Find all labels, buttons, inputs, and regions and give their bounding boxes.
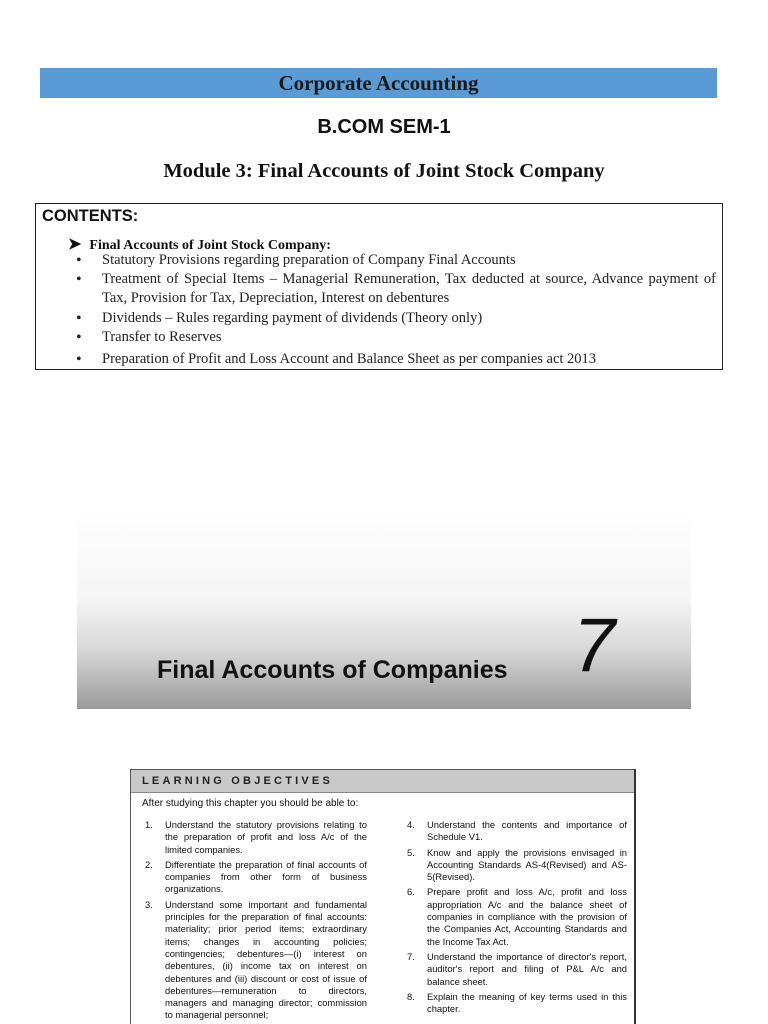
objective-text: Know and apply the provisions envisaged in Accounting Standards AS-4(Revised) and AS-5(Revised).	[427, 846, 627, 883]
objective-item	[407, 886, 627, 947]
objectives-left-column	[145, 819, 367, 1024]
module-heading: Module 3: Final Accounts of Joint Stock Company	[163, 160, 605, 182]
objective-item	[407, 951, 627, 988]
bullet-icon: •	[76, 329, 82, 346]
objective-number: 6.	[407, 886, 415, 898]
semester-heading: B.COM SEM-1	[317, 116, 451, 138]
objective-text: Understand the importance of director's report, auditor's report and filing of P&L A/c and balance sheet.	[427, 950, 627, 987]
contents-item-text: Preparation of Profit and Loss Account and Balance Sheet as per companies act 2013	[102, 351, 597, 367]
contents-item-text: Dividends – Rules regarding payment of dividends (Theory only)	[102, 310, 483, 326]
objective-number: 7.	[407, 950, 415, 962]
learning-objectives-box	[130, 769, 636, 1024]
objective-item	[407, 847, 627, 884]
contents-list-item	[76, 350, 716, 369]
objective-text: Explain the meaning of key terms used in this chapter.	[427, 990, 627, 1015]
course-title-banner: Corporate Accounting	[40, 68, 717, 98]
objective-number: 3.	[145, 898, 153, 910]
objective-item	[407, 819, 627, 844]
bullet-icon: •	[76, 252, 82, 269]
contents-arrow-label: Final Accounts of Joint Stock Company:	[89, 238, 331, 253]
bullet-icon: •	[76, 310, 82, 327]
contents-list-item	[76, 251, 716, 270]
learning-objectives-heading: LEARNING OBJECTIVES	[131, 770, 634, 793]
chapter-number: 7	[573, 603, 616, 688]
objective-number: 5.	[407, 846, 415, 858]
contents-item-text: Statutory Provisions regarding preparation of Company Final Accounts	[102, 252, 516, 268]
objective-text: Prepare profit and loss A/c, profit and loss appropriation A/c and the balance sheet of companies in compliance with the provision of the Companies Act, Accounting Standards and the Income Tax Act.	[427, 886, 627, 947]
objective-text: Understand the statutory provisions relating to the preparation of profit and loss A/c of the limited companies.	[165, 819, 367, 855]
objectives-right-column	[407, 819, 627, 1018]
bullet-icon: •	[76, 271, 82, 288]
objective-item	[145, 819, 367, 856]
objective-item	[145, 859, 367, 896]
objective-number: 4.	[407, 819, 415, 830]
learning-objectives-intro: After studying this chapter you should be able to:	[142, 798, 359, 809]
contents-list-item	[76, 270, 716, 308]
chapter-title: Final Accounts of Companies	[157, 656, 508, 684]
contents-title: CONTENTS:	[42, 207, 139, 225]
chapter-header-band	[77, 510, 691, 709]
objective-text: Understand some important and fundamental principles for the preparation of final accounts: materiality; prior period items; extraordinary items; changes in accounting policies; contingencies; debentures—(i) interest on debentures, (ii) income tax on interest on debentures and (iii) discount or cost of issue of debentures—remuneration to directors, managers and managing director; commission to managerial personnel;	[165, 898, 367, 1021]
contents-list-item	[76, 309, 716, 328]
contents-item-text: Transfer to Reserves	[102, 329, 222, 345]
contents-item-text: Treatment of Special Items – Managerial Remuneration, Tax deducted at source, Advance payment of Tax, Provision for Tax, Depreciation, Interest on debentures	[102, 271, 716, 306]
arrow-bullet-icon: ➤	[68, 236, 82, 253]
objective-item	[407, 991, 627, 1016]
objective-item	[145, 899, 367, 1022]
objective-number: 1.	[145, 819, 153, 830]
objective-text: Differentiate the preparation of final accounts of companies from other form of business organizations.	[165, 858, 367, 895]
contents-list	[36, 204, 722, 369]
objective-number: 2.	[145, 858, 153, 870]
contents-list-item	[76, 328, 716, 347]
contents-box	[35, 203, 723, 370]
objective-number: 8.	[407, 990, 415, 1002]
bullet-icon: •	[76, 351, 82, 368]
objective-text: Understand the contents and importance of Schedule V1.	[427, 819, 627, 843]
